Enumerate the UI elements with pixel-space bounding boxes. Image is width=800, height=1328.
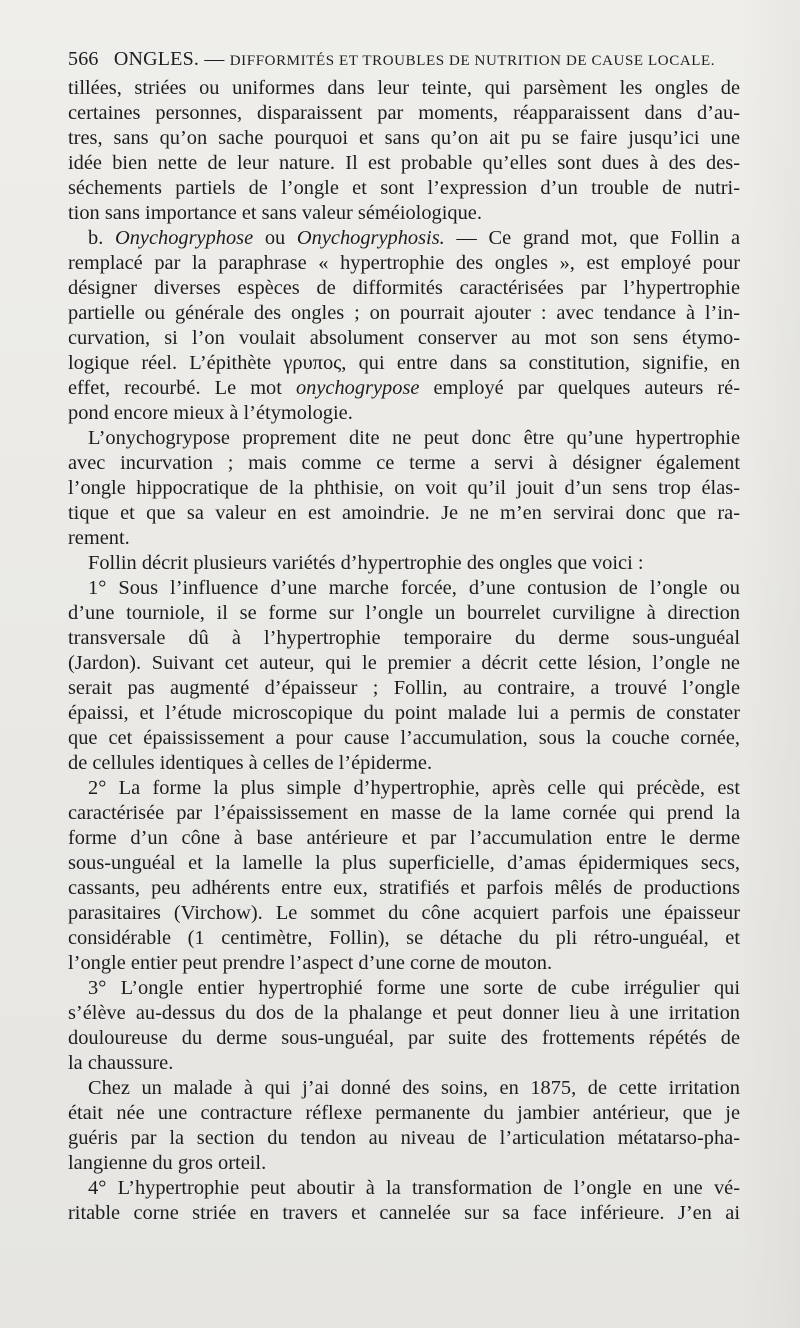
text-line: ritable corne striée en travers et cannelée sur sa face inférieure. J’en ai <box>68 1202 740 1224</box>
text-run: b. <box>88 227 115 249</box>
text-line: de cellules identiques à celles de l’épiderme. <box>68 752 433 774</box>
section-title: ONGLES. <box>113 48 200 70</box>
text-line: l’ongle entier peut prendre l’aspect d’une corne de mouton. <box>68 952 553 974</box>
italic-term: Onychogryphose <box>114 227 254 249</box>
text-line: Chez un malade à qui j’ai donné des soins, en 1875, de cette irritation <box>88 1077 740 1099</box>
running-header <box>68 47 748 73</box>
text-line: pond encore mieux à l’étymologie. <box>68 402 353 424</box>
text-line: que cet épaississement a pour cause l’accumulation, sous la couche cornée, <box>68 727 740 749</box>
body-text <box>68 76 740 1226</box>
text-line: transversale dû à l’hypertrophie temporaire du derme sous-unguéal <box>68 627 740 649</box>
text-line: l’ongle hippocratique de la phthisie, on voit qu’il jouit d’un sens trop élas- <box>68 477 740 499</box>
page-edge-shadow <box>740 0 800 1328</box>
text-line: tres, sans qu’on sache pourquoi et sans qu’on ait pu se faire jusqu’ici une <box>68 127 740 149</box>
text-line: était née une contracture réflexe permanente du jambier antérieur, que je <box>68 1102 740 1124</box>
text-line: remplacé par la paraphrase « hypertrophie des ongles », est employé pour <box>68 252 740 274</box>
text-line <box>68 226 740 251</box>
text-line: curvation, si l’on voulait absolument conserver au mot son sens étymo- <box>68 327 740 349</box>
text-line: tion sans importance et sans valeur séméiologique. <box>68 202 482 224</box>
text-line: caractérisée par l’épaississement en masse de la lame cornée qui prend la <box>68 802 740 824</box>
text-line: (Jardon). Suivant cet auteur, qui le premier a décrit cette lésion, l’ongle ne <box>68 652 740 674</box>
text-run: employé par quelques auteurs ré- <box>419 377 741 399</box>
text-line: parasitaires (Virchow). Le sommet du cône acquiert parfois une épaisseur <box>68 902 740 924</box>
text-line: idée bien nette de leur nature. Il est probable qu’elles sont dues à des des- <box>68 152 740 174</box>
text-line: avec incurvation ; mais comme ce terme a servi à désigner également <box>68 452 740 474</box>
text-line <box>68 376 740 401</box>
text-line: tillées, striées ou uniformes dans leur teinte, qui parsèment les ongles de <box>68 77 740 99</box>
text-line: 2° La forme la plus simple d’hypertrophie, après celle qui précède, est <box>88 777 740 799</box>
header-dash: — <box>204 48 225 70</box>
text-line: 1° Sous l’influence d’une marche forcée, d’une contusion de l’ongle ou <box>88 577 740 599</box>
text-line: guéris par la section du tendon au niveau de l’articulation métatarso-pha- <box>68 1127 740 1149</box>
text-line: d’une tourniole, il se forme sur l’ongle un bourrelet curviligne à direction <box>68 602 740 624</box>
text-line: forme d’un cône à base antérieure et par l’accumulation entre le derme <box>68 827 740 849</box>
text-line: logique réel. L’épithète γρυπος, qui entre dans sa constitution, signifie, en <box>68 352 740 374</box>
text-line: sous-unguéal et la lamelle la plus superficielle, d’amas épidermiques secs, <box>68 852 740 874</box>
text-line: langienne du gros orteil. <box>68 1152 267 1174</box>
text-line: s’élève au-dessus du dos de la phalange et peut donner lieu à une irritation <box>68 1002 740 1024</box>
text-line: séchements partiels de l’ongle et sont l’expression d’un trouble de nutri- <box>68 177 740 199</box>
text-line: douloureuse du derme sous-unguéal, par suite des frottements répétés de <box>68 1027 740 1049</box>
page-number: 566 <box>68 48 99 70</box>
text-line: 4° L’hypertrophie peut aboutir à la transformation de l’ongle en une vé- <box>88 1177 740 1199</box>
text-line: rement. <box>68 527 130 549</box>
header-subtitle: DIFFORMITÉS ET TROUBLES DE NUTRITION DE CAUSE LOCALE. <box>229 53 716 69</box>
text-line: cassants, peu adhérents entre eux, stratifiés et parfois mêlés de productions <box>68 877 740 899</box>
text-line: désigner diverses espèces de difformités caractérisées par l’hypertrophie <box>68 277 740 299</box>
text-line: L’onychogrypose proprement dite ne peut donc être qu’une hypertrophie <box>88 427 740 449</box>
text-line: 3° L’ongle entier hypertrophié forme une sorte de cube irrégulier qui <box>88 977 740 999</box>
text-line: certaines personnes, disparaissent par moments, réapparaissent dans d’au- <box>68 102 740 124</box>
text-line: considérable (1 centimètre, Follin), se détache du pli rétro-unguéal, et <box>68 927 740 949</box>
text-run: effet, recourbé. Le mot <box>68 377 296 399</box>
text-run: ou <box>253 227 297 249</box>
italic-term: onychogrypose <box>295 377 420 399</box>
text-line: tique et que sa valeur en est amoindrie. Je ne m’en servirai donc que ra- <box>68 502 740 524</box>
text-line: Follin décrit plusieurs variétés d’hypertrophie des ongles que voici : <box>88 552 644 574</box>
text-run: — Ce grand mot, que Follin a <box>444 227 741 249</box>
text-line: épaissi, et l’étude microscopique du point malade lui a permis de constater <box>68 702 740 724</box>
text-line: partielle ou générale des ongles ; on pourrait ajouter : avec tendance à l’in- <box>68 302 740 324</box>
text-line: la chaussure. <box>68 1052 174 1074</box>
italic-term: Onychogryphosis. <box>296 227 445 249</box>
text-line: serait pas augmenté d’épaisseur ; Follin, au contraire, a trouvé l’ongle <box>68 677 740 699</box>
